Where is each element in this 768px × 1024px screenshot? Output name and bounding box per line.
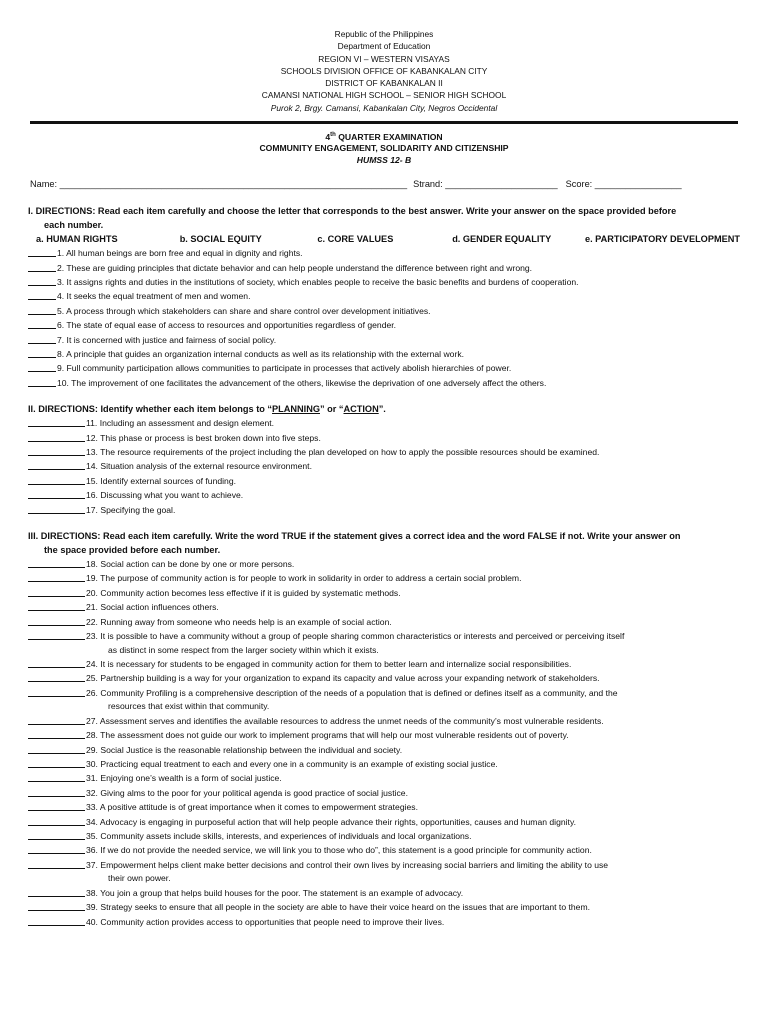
question-item bbox=[28, 431, 740, 445]
answer-blank[interactable] bbox=[28, 815, 85, 826]
directions-text: ”. bbox=[378, 404, 386, 415]
question-text: 4. It seeks the equal treatment of men and women. bbox=[57, 291, 251, 302]
answer-blank[interactable] bbox=[28, 275, 56, 286]
answer-blank[interactable] bbox=[28, 586, 85, 597]
quarter-label: QUARTER EXAMINATION bbox=[335, 131, 443, 142]
question-text: 1. All human beings are born free and equal in dignity and rights. bbox=[57, 248, 303, 259]
question-item bbox=[28, 488, 740, 502]
header-line: REGION VI – WESTERN VISAYAS bbox=[318, 53, 450, 64]
question-text: 18. Social action can be done by one or more persons. bbox=[86, 559, 295, 570]
directions-text: each number. bbox=[44, 220, 104, 231]
header-line: DISTRICT OF KABANKALAN II bbox=[325, 78, 443, 89]
answer-blank[interactable] bbox=[28, 900, 85, 911]
answer-blank[interactable] bbox=[28, 671, 85, 682]
directions-text: the space provided before each number. bbox=[44, 545, 221, 556]
exam-title-block bbox=[0, 130, 768, 166]
part-2 bbox=[28, 402, 740, 517]
student-info-row bbox=[30, 178, 738, 190]
question-text: 12. This phase or process is best broken down into five steps. bbox=[86, 432, 321, 443]
answer-blank[interactable] bbox=[28, 571, 85, 582]
question-text: 28. The assessment does not guide our work to implement programs that will help our most vulnerable residents out of poverty. bbox=[86, 730, 569, 741]
answer-blank[interactable] bbox=[28, 829, 85, 840]
question-text: 24. It is necessary for students to be engaged in community action for them to better learn and internalize social responsibilities. bbox=[86, 659, 572, 669]
answer-blank[interactable] bbox=[28, 318, 56, 329]
answer-blank[interactable] bbox=[28, 431, 85, 442]
exam-title bbox=[0, 130, 768, 143]
question-item bbox=[28, 318, 740, 332]
question-item bbox=[28, 757, 740, 771]
question-item bbox=[28, 557, 740, 571]
question-item bbox=[28, 376, 740, 390]
question-item bbox=[28, 503, 740, 517]
answer-blank[interactable] bbox=[28, 886, 85, 897]
answer-blank[interactable] bbox=[28, 361, 56, 372]
question-text: 21. Social action influences others. bbox=[86, 602, 219, 613]
name-field[interactable]: Name: ____________________________________________________________________ bbox=[30, 179, 408, 190]
question-text: 32. Giving alms to the poor for your political agenda is good practice of social justice. bbox=[86, 787, 408, 798]
question-item bbox=[28, 771, 740, 785]
directions-text: II. DIRECTIONS: Identify whether each item belongs to “ bbox=[28, 404, 273, 415]
question-item bbox=[28, 586, 740, 600]
question-text: 2. These are guiding principles that dictate behavior and can help people understand the difference between right and wrong. bbox=[57, 262, 533, 273]
question-item bbox=[28, 843, 740, 857]
answer-blank[interactable] bbox=[28, 445, 85, 456]
question-item bbox=[28, 728, 740, 742]
part-1-directions bbox=[28, 204, 740, 232]
question-item bbox=[28, 261, 740, 275]
question-item bbox=[28, 571, 740, 585]
answer-blank[interactable] bbox=[28, 347, 56, 358]
question-text: 16. Discussing what you want to achieve. bbox=[86, 490, 244, 501]
choice-d: d. GENDER EQUALITY bbox=[452, 234, 552, 245]
question-text: 17. Specifying the goal. bbox=[86, 504, 176, 515]
question-text: 25. Partnership building is a way for your organization to expand its capacity and value across your expanding network of stakeholders. bbox=[86, 673, 600, 684]
question-item bbox=[28, 275, 740, 289]
choice-b: b. SOCIAL EQUITY bbox=[179, 234, 262, 245]
question-item bbox=[28, 629, 740, 643]
question-item bbox=[28, 304, 740, 318]
part-1-items bbox=[28, 246, 740, 390]
question-text: 8. A principle that guides an organization internal conducts as well as its relationship with the external work. bbox=[57, 349, 464, 359]
choice-e: e. PARTICIPATORY DEVELOPMENT bbox=[584, 234, 740, 245]
question-text: 34. Advocacy is engaging in purposeful action that will help people advance their rights, opportunities, causes and human dignity. bbox=[86, 816, 576, 827]
question-text: 7. It is concerned with justice and fairness of social policy. bbox=[57, 334, 277, 345]
question-text-continued: as distinct in some respect from the larger society within which it exists. bbox=[108, 644, 379, 655]
answer-blank[interactable] bbox=[28, 488, 85, 499]
question-item bbox=[28, 743, 740, 757]
exam-subject: COMMUNITY ENGAGEMENT, SOLIDARITY AND CITIZENSHIP bbox=[259, 143, 509, 154]
question-text: 31. Enjoying one’s wealth is a form of social justice. bbox=[86, 773, 282, 784]
question-text: 38. You join a group that helps build houses for the poor. The statement is an example of advocacy. bbox=[86, 887, 464, 898]
question-item bbox=[28, 800, 740, 814]
question-text: 22. Running away from someone who needs help is an example of social action. bbox=[86, 616, 392, 627]
header-divider bbox=[30, 121, 738, 124]
answer-blank[interactable] bbox=[28, 915, 85, 926]
answer-blank[interactable] bbox=[28, 657, 85, 668]
header-address: Purok 2, Brgy. Camansi, Kabankalan City, Negros Occidental bbox=[270, 102, 498, 113]
answer-blank[interactable] bbox=[28, 416, 85, 427]
question-text: 27. Assessment serves and identifies the available resources to address the unmet needs of the community’s most vulnerable residents. bbox=[86, 715, 604, 726]
question-item bbox=[28, 858, 740, 872]
question-text: 30. Practicing equal treatment to each and every one in a community is an example of existing social justice. bbox=[86, 758, 498, 769]
question-item bbox=[28, 289, 740, 303]
directions-text: ” or “ bbox=[320, 404, 344, 415]
question-text: 39. Strategy seeks to ensure that all people in the society are able to have their voice heard on the issues that are important to them. bbox=[86, 902, 590, 913]
question-item bbox=[28, 686, 740, 700]
question-text: 10. The improvement of one facilitates the advancement of the others, likewise the deprivation of one adversely affect the others. bbox=[57, 377, 547, 388]
answer-blank[interactable] bbox=[28, 858, 85, 869]
directions-text: III. DIRECTIONS: Read each item carefully. Write the word TRUE if the statement gives a correct idea and the word FALSE if not. Write your answer on bbox=[28, 531, 681, 542]
choices-row bbox=[28, 232, 740, 246]
question-item bbox=[28, 786, 740, 800]
header-line: Department of Education bbox=[337, 41, 431, 52]
part-3-items bbox=[28, 557, 740, 929]
answer-blank[interactable] bbox=[28, 557, 85, 568]
planning-keyword: PLANNING bbox=[272, 404, 320, 415]
answer-blank[interactable] bbox=[28, 714, 85, 725]
answer-blank[interactable] bbox=[28, 615, 85, 626]
header-line: SCHOOLS DIVISION OFFICE OF KABANKALAN CITY bbox=[280, 65, 488, 76]
question-item bbox=[28, 615, 740, 629]
question-item bbox=[28, 474, 740, 488]
answer-blank[interactable] bbox=[28, 474, 85, 485]
question-item bbox=[28, 246, 740, 260]
question-text: 14. Situation analysis of the external resource environment. bbox=[86, 461, 312, 472]
question-text: 26. Community Profiling is a comprehensive description of the needs of a population that is defined or defines itself as a community, and the bbox=[86, 687, 618, 698]
question-text: 6. The state of equal ease of access to resources and opportunities regardless of gender. bbox=[57, 320, 397, 331]
question-item bbox=[28, 445, 740, 459]
answer-blank[interactable] bbox=[28, 304, 56, 315]
part-2-directions bbox=[28, 402, 740, 416]
strand-field[interactable]: Strand: ______________________ bbox=[413, 179, 558, 190]
question-item bbox=[28, 900, 740, 914]
school-header bbox=[0, 0, 768, 114]
answer-blank[interactable] bbox=[28, 261, 56, 272]
answer-blank[interactable] bbox=[28, 376, 56, 387]
question-item bbox=[28, 829, 740, 843]
question-text-continued: their own power. bbox=[108, 873, 171, 884]
answer-blank[interactable] bbox=[28, 771, 85, 782]
answer-blank[interactable] bbox=[28, 246, 56, 257]
question-item bbox=[28, 459, 740, 473]
question-text: 5. A process through which stakeholders can share and share control over development initiatives. bbox=[57, 305, 431, 316]
exam-section: HUMSS 12- B bbox=[356, 154, 412, 165]
action-keyword: ACTION bbox=[343, 404, 379, 415]
answer-blank[interactable] bbox=[28, 629, 85, 640]
question-item bbox=[28, 671, 740, 685]
question-text: 23. It is possible to have a community without a group of people sharing common characteristics or interests and perceived or perceiving itself bbox=[86, 631, 625, 642]
answer-blank[interactable] bbox=[28, 843, 85, 854]
answer-blank[interactable] bbox=[28, 459, 85, 470]
part-2-items bbox=[28, 416, 740, 517]
answer-blank[interactable] bbox=[28, 503, 85, 514]
question-item bbox=[28, 347, 740, 361]
question-item bbox=[28, 333, 740, 347]
part-3-directions bbox=[28, 529, 740, 557]
question-text: 11. Including an assessment and design element. bbox=[86, 418, 275, 429]
question-text: 15. Identify external sources of funding. bbox=[86, 475, 237, 486]
question-item bbox=[28, 361, 740, 375]
question-text: 13. The resource requirements of the project including the plan developed on how to apply the possible resources should be examined. bbox=[86, 447, 600, 458]
part-1 bbox=[28, 204, 740, 390]
question-text: 37. Empowerment helps client make better decisions and control their own lives by increasing social barriers and limiting the ability to use bbox=[86, 859, 609, 870]
part-3 bbox=[28, 529, 740, 929]
answer-blank[interactable] bbox=[28, 800, 85, 811]
quarter-suffix: th bbox=[330, 132, 336, 139]
question-text: 9. Full community participation allows communities to participate in processes that actively abolish hierarchies of power. bbox=[57, 363, 512, 374]
answer-blank[interactable] bbox=[28, 757, 85, 768]
question-text-continued: resources that exist within that community. bbox=[108, 701, 270, 712]
question-text: 36. If we do not provide the needed service, we will link you to those who do”, this statement is a good principle for community action. bbox=[86, 845, 592, 856]
choice-c: c. CORE VALUES bbox=[317, 234, 394, 245]
answer-blank[interactable] bbox=[28, 600, 85, 611]
answer-blank[interactable] bbox=[28, 786, 85, 797]
answer-blank[interactable] bbox=[28, 289, 56, 300]
score-field[interactable]: Score: _________________ bbox=[565, 179, 682, 190]
question-text: 20. Community action becomes less effective if it is guided by systematic methods. bbox=[86, 587, 401, 598]
question-item bbox=[28, 714, 740, 728]
question-item bbox=[28, 815, 740, 829]
question-item bbox=[28, 416, 740, 430]
question-text: 19. The purpose of community action is for people to work in solidarity in order to address a certain social problem. bbox=[86, 573, 522, 584]
question-text: 40. Community action provides access to opportunities that people need to improve their lives. bbox=[86, 916, 445, 927]
choice-a: a. HUMAN RIGHTS bbox=[36, 234, 118, 245]
answer-blank[interactable] bbox=[28, 686, 85, 697]
question-item bbox=[28, 600, 740, 614]
question-item bbox=[28, 657, 740, 671]
question-text: 29. Social Justice is the reasonable relationship between the individual and society. bbox=[86, 744, 403, 755]
question-text: 3. It assigns rights and duties in the institutions of society, which enables people to receive the basic benefits and burdens of cooperation. bbox=[57, 276, 579, 287]
answer-blank[interactable] bbox=[28, 728, 85, 739]
question-text: 33. A positive attitude is of great importance when it comes to empowerment strategies. bbox=[86, 802, 418, 813]
header-line: CAMANSI NATIONAL HIGH SCHOOL – SENIOR HIGH SCHOOL bbox=[261, 90, 507, 101]
question-item bbox=[28, 886, 740, 900]
question-text: 35. Community assets include skills, interests, and experiences of individuals and local organizations. bbox=[86, 830, 472, 841]
answer-blank[interactable] bbox=[28, 743, 85, 754]
answer-blank[interactable] bbox=[28, 333, 56, 344]
directions-text: I. DIRECTIONS: Read each item carefully and choose the letter that corresponds to the best answer. Write your answer on the space provided before bbox=[28, 206, 677, 217]
quarter-number: 4 bbox=[325, 131, 331, 142]
question-item bbox=[28, 915, 740, 929]
header-line: Republic of the Philippines bbox=[334, 29, 434, 39]
